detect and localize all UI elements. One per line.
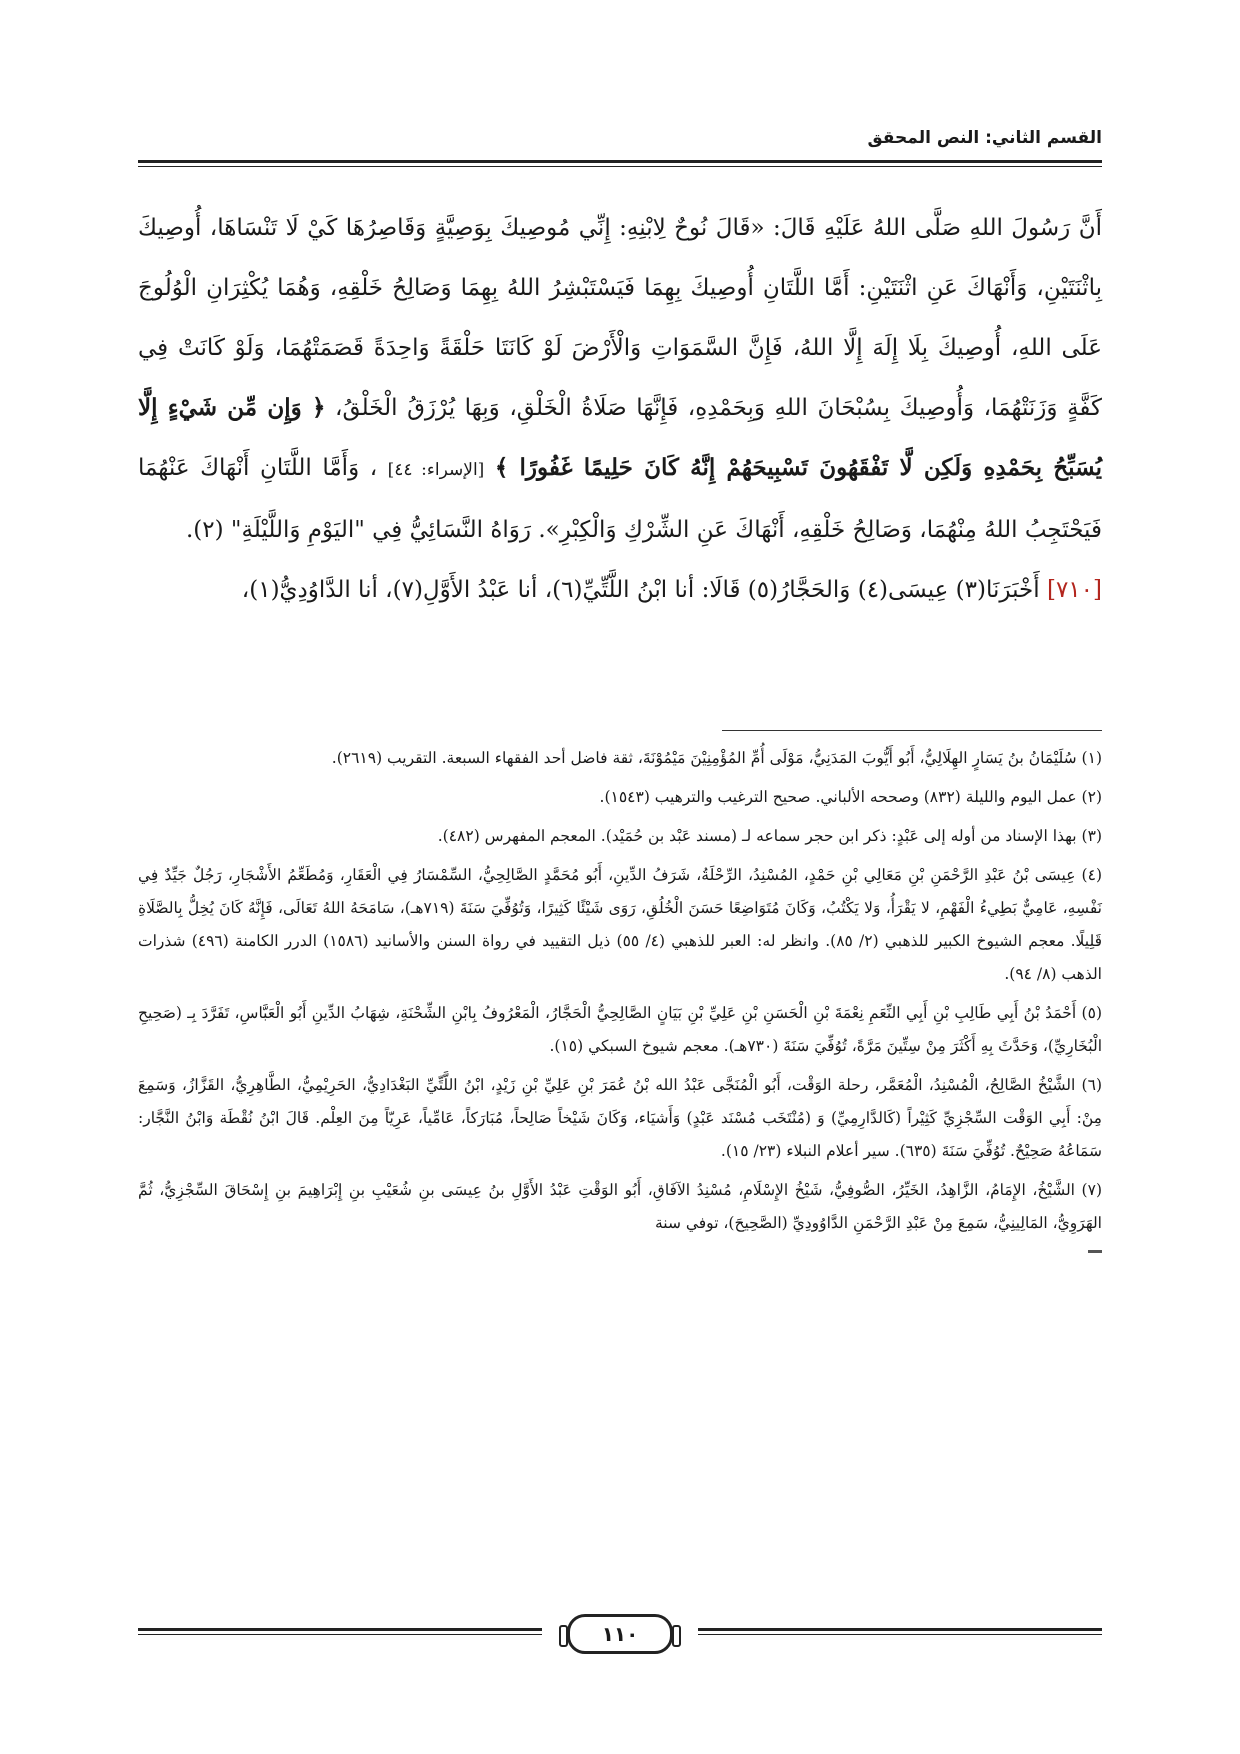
footnote-5: (٥) أَحْمَدُ بْنُ أَبِي طَالِبِ بْنِ أَبِي النِّعَمِ نِعْمَةَ بْنِ الْحَسَنِ بْنِ عَلِيِّ بْنِ بَيَانٍ الصَّالِحِيُّ الْحَجَّارُ، الْمَعْرُوفُ بِابْنِ الشِّحْنَةِ، شِهَابُ الدِّينِ أَبُو الْعَبَّاسِ، تَفَرَّدَ بِـ (صَحِيحِ الْبُخَارِيِّ)، وَحَدَّثَ بِهِ أَكْثَرَ مِنْ سِتِّينَ مَرَّةً، تُوُفِّيَ سَنَةَ (٧٣٠هـ). معجم شيوخ السبكي (١٥). (138, 1004, 1102, 1055)
hadith-number: [٧١٠] (1046, 577, 1102, 603)
hadith-text-part2: ، وَأَمَّا اللَّتَانِ أَنْهَاكَ عَنْهُمَا فَيَحْتَجِبُ اللهُ مِنْهُمَا، وَصَالِحُ خَلْقِهِ، أَنْهَاكَ عَنِ الشِّرْكِ وَالْكِبْرِ». رَوَاهُ النَّسَائِيُّ فِي "اليَوْمِ وَاللَّيْلَةِ" (٢). (138, 455, 1102, 543)
footnote-4: (٤) عِيسَى بْنُ عَبْدِ الرَّحْمَنِ بْنِ مَعَالِي بْنِ حَمْدٍ، المُسْنِدُ، الرِّحْلَةُ، شَرَفُ الدِّينِ، أَبُو مُحَمَّدٍ الصَّالِحِيُّ، السِّمْسَارُ فِي الْعَقَارِ، وَمُطَعِّمُ الأَشْجَارِ، رَجُلٌ جَيِّدٌ فِي نَفْسِهِ، عَامِيٌّ بَطِيءُ الْفَهْمِ، لا يَقْرَأُ، وَلا يَكْتُبُ، وَكَانَ مُتَوَاضِعًا حَسَنَ الْخُلُقِ، رَوَى شَيْئًا كَثِيرًا، وَتُوُفِّيَ سَنَةَ (٧١٩هـ)، سَامَحَهُ اللهُ تَعَالَى، فَإِنَّهُ كَانَ يُخِلُّ بِالصَّلَاةِ قَلِيلًا. معجم الشيوخ الكبير للذهبي (٢/ ٨٥). وانظر له: العبر للذهبي (٤/ ٥٥) ذيل التقييد في رواة السنن والأسانيد (١٥٨٦) الدرر الكامنة (٤٩٦) شذرات الذهب (٨/ ٩٤). (138, 866, 1102, 983)
hadith-text-part1: أَنَّ رَسُولَ اللهِ صَلَّى اللهُ عَلَيْهِ قَالَ: «قَالَ نُوحٌ لِابْنِهِ: إِنِّي مُوصِيكَ بِوَصِيَّةٍ وَقَاصِرُهَا كَيْ لَا تَنْسَاهَا، أُوصِيكَ بِاثْنَتَيْنِ، وَأَنْهَاكَ عَنِ اثْنَتَيْنِ: أَمَّا اللَّتَانِ أُوصِيكَ بِهِمَا فَيَسْتَبْشِرُ اللهُ بِهِمَا وَصَالِحُ خَلْقِهِ، وَهُمَا يُكْثِرَانِ الْوُلُوجَ عَلَى اللهِ، أُوصِيكَ بِلَا إِلَهَ إِلَّا اللهُ، فَإِنَّ السَّمَوَاتِ وَالْأَرْضَ لَوْ كَانَتَا حَلْقَةً وَاحِدَةً قَصَمَتْهُمَا، وَلَوْ كَانَتْ فِي كَفَّةٍ وَزَنَتْهُمَا، وَأُوصِيكَ بِسُبْحَانَ اللهِ وَبِحَمْدِهِ، فَإِنَّهَا صَلَاةُ الْخَلْقِ، وَبِهَا يُرْزَقُ الْخَلْقُ، (138, 215, 1102, 421)
footer-rule-right (698, 1628, 1102, 1635)
quran-verse: ﴿ وَإِن مِّن شَيْءٍ إِلَّا يُسَبِّحُ بِحَمْدِهِ وَلَكِن لَّا تَفْقَهُونَ تَسْبِيحَهُمْ إِنَّهُ كَانَ حَلِيمًا غَفُورًا ﴾ (138, 394, 1102, 481)
footnote-2: (٢) عمل اليوم والليلة (٨٣٢) وصححه الألباني. صحيح الترغيب والترهيب (١٥٤٣). (599, 788, 1102, 806)
hadith-paragraph (138, 198, 1102, 560)
continuation-mark (1088, 1250, 1102, 1253)
isnad-line (138, 560, 1102, 620)
header-rule (138, 160, 1102, 167)
footnote-6: (٦) الشَّيْخُ الصَّالِحُ، الْمُسْنِدُ، الْمُعَمَّر، رحلة الوَقْت، أَبُو الْمُنَجَّى عَبْدُ الله بْنُ عُمَرَ بْنِ عَلِيِّ بْنِ زَيْدٍ، ابْنُ اللَّتِّيِّ البَغْدَادِيُّ، الحَرِيْمِيُّ، الطَّاهِرِيُّ، القَزَّازُ، وَسَمِعَ مِنْ: أَبِي الوَقْت السِّجْزِيِّ كَثِيْراً (كَالدَّارِمِيِّ) وَ (مُنْتَخَب مُسْنَد عَبْدٍ) وَأَشيَاء، وَكَانَ شَيْخاً صَالِحاً، مُبَارَكاً، عَامِّياً، عَرِيّاً مِنَ العِلْم. قَالَ ابْنُ نُقْطَة وَابْنُ النَّجَّار: سَمَاعُهُ صَحِيْحٌ. تُوُفِّيَ سَنَةَ (٦٣٥). سير أعلام النبلاء (٢٣/ ١٥). (138, 1076, 1102, 1160)
page-number: ١١٠ (567, 1614, 673, 1654)
footer-rule-left (138, 1628, 542, 1635)
main-text (138, 198, 1102, 620)
footnote-1: (١) سُلَيْمَانُ بنُ يَسَارٍ الهِلَالِيُّ، أَبُو أَيُّوبَ المَدَنِيُّ، مَوْلَى أُمِّ المُؤْمِنِيْنَ مَيْمُوْنَةَ، ثقة فاضل أحد الفقهاء السبعة. التقريب (٢٦١٩). (331, 749, 1102, 767)
isnad-text: أَخْبَرَنَا(٣) عِيسَى(٤) وَالحَجَّارُ(٥) قَالَا: أنا ابْنُ اللَّتِّيِّ(٦)، أنا عَبْدُ الأَوَّلِ(٧)، أنا الدَّاوُدِيُّ(١)، (241, 577, 1040, 603)
footnote-separator (722, 730, 1102, 731)
footnotes (138, 742, 1102, 1253)
page-header: القسم الثاني: النص المحقق (867, 128, 1102, 148)
footnote-7: (٧) الشَّيْخُ، الإِمَامُ، الزَّاهِدُ، الخَيِّرُ، الصُّوفِيُّ، شَيْخُ الإِسْلَامِ، مُسْنِدُ الآفَاقِ، أَبُو الوَقْتِ عَبْدُ الأَوَّلِ بنُ عِيسَى بنِ شُعَيْبِ بنِ إِبْرَاهِيمَ بنِ إِسْحَاقَ السِّجْزِيُّ، ثُمَّ الهَرَوِيُّ، المَالِينِيُّ، سَمِعَ مِنْ عَبْدِ الرَّحْمَنِ الدَّاوُودِيِّ (الصَّحِيحَ)، توفي سنة (138, 1181, 1102, 1232)
footnote-3: (٣) بهذا الإسناد من أوله إلى عَبْدٍ: ذكر ابن حجر سماعه لـ (مسند عَبْد بن حُمَيْد). المعجم المفهرس (٤٨٢). (437, 827, 1102, 845)
verse-reference: [الإسراء: ٤٤] (387, 460, 485, 480)
